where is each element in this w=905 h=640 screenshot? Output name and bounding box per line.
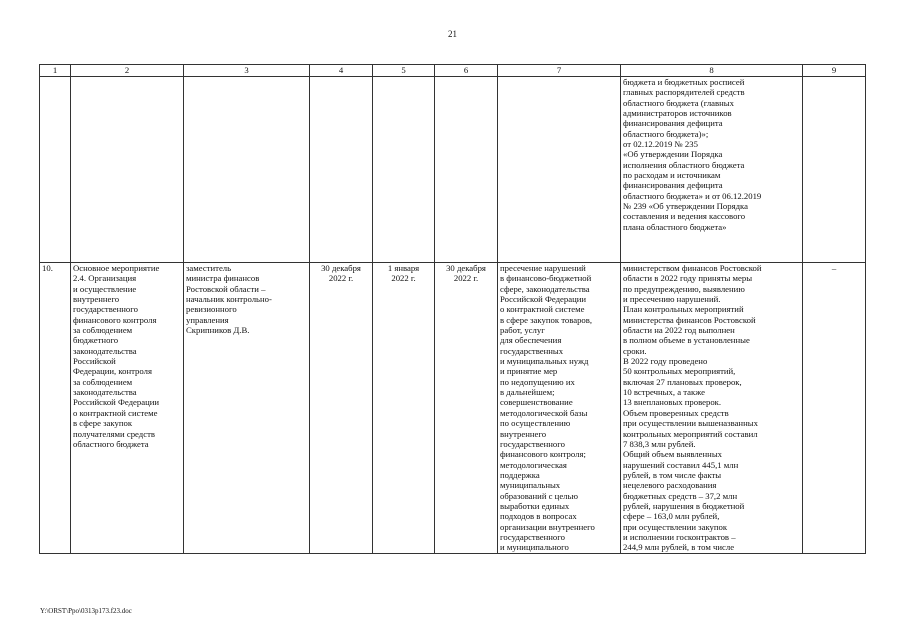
text-line: рублей, нарушения в бюджетной: [623, 500, 745, 511]
text-line: о контрактной системе: [73, 407, 158, 418]
text-line: 2.4. Организация: [73, 273, 137, 284]
text-line: нецелевого расходования: [623, 480, 717, 491]
empty-cell: [184, 77, 310, 263]
text-line: поддержка: [500, 469, 540, 480]
text-line: муниципальных: [500, 480, 561, 491]
text-line: и пресечению нарушений.: [623, 294, 721, 305]
text-line: «Об утверждении Порядка: [623, 149, 723, 160]
text-line: министерства финансов Ростовской: [623, 314, 756, 325]
text-line: Федерации, контроля: [73, 366, 152, 377]
text-line: ревизионного: [186, 304, 237, 315]
file-path-footer: Y:\ORST\Ppo\0313p173.f23.doc: [40, 607, 132, 615]
text-line: плана областного бюджета»: [623, 221, 727, 232]
text-line: внутреннего: [500, 428, 547, 439]
table-row-10: [40, 263, 866, 554]
text-line: сроки.: [623, 345, 647, 356]
page-number: 21: [448, 29, 457, 39]
text-line: министра финансов: [186, 273, 260, 284]
text-line: финансирования дефицита: [623, 118, 723, 129]
text-line: подходов в вопросах: [500, 511, 577, 522]
text-line: начальник контрольно-: [186, 294, 272, 305]
text-line: по осуществлению: [500, 418, 571, 429]
text-line: включая 27 плановых проверок,: [623, 376, 742, 387]
text-line: в финансово-бюджетной: [500, 273, 592, 284]
text-line: В 2022 году проведено: [623, 356, 708, 367]
header-cell-1: 1: [40, 65, 71, 77]
text-line: финансового контроля;: [500, 449, 586, 460]
text-line: составления и ведения кассового: [623, 211, 746, 222]
empty-cell: [40, 77, 71, 263]
text-line: бюджетного: [73, 335, 119, 346]
text-line: финансового контроля: [73, 314, 157, 325]
text-line: Российской Федерации: [500, 294, 587, 305]
empty-cell: [435, 77, 498, 263]
text-line: министерством финансов Ростовской: [623, 263, 762, 273]
text-line: администраторов источников: [623, 108, 732, 119]
text-line: по недопущению их: [500, 376, 575, 387]
text-line: при осуществлении закупок: [623, 521, 728, 532]
text-line: работ, услуг: [500, 325, 545, 336]
header-cell-3: 3: [184, 65, 310, 77]
text-line: сфере, законодательства: [500, 283, 590, 294]
text-line: 1 января: [387, 263, 420, 273]
text-line: 30 декабря: [446, 263, 486, 273]
text-line: бюджета и бюджетных росписей: [623, 77, 745, 87]
text-line: и принятие мер: [500, 366, 558, 377]
text-line: 30 декабря: [321, 263, 361, 273]
text-line: в полном объеме в установленные: [623, 335, 750, 346]
continuation-row: [40, 77, 866, 263]
text-line: 10 встречных, а также: [623, 387, 705, 398]
text-line: областного бюджета: [73, 438, 149, 449]
text-line: в сфере закупок: [73, 418, 133, 429]
text-line: финансирования дефицита: [623, 180, 723, 191]
text-line: управления: [186, 314, 229, 325]
text-line: рублей, в том числе факты: [623, 469, 722, 480]
header-cell-9: 9: [803, 65, 866, 77]
text-line: областного бюджета (главных: [623, 97, 734, 108]
text-line: Ростовской области –: [186, 283, 266, 294]
planned-end-date-cell: [310, 263, 373, 554]
header-cell-2: 2: [71, 65, 184, 77]
text-line: главных распорядителей средств: [623, 87, 745, 98]
empty-cell: [803, 77, 866, 263]
text-line: План контрольных мероприятий: [623, 304, 744, 315]
text-line: нарушений составил 445,1 млн: [623, 459, 739, 470]
notes-cell: –: [803, 263, 866, 554]
header-cell-5: 5: [373, 65, 435, 77]
text-line: внутреннего: [73, 294, 120, 305]
text-line: 13 внеплановых проверок.: [623, 397, 722, 408]
expected-result-cell: [498, 263, 621, 554]
text-line: области на 2022 год выполнен: [623, 325, 735, 336]
header-cell-7: 7: [498, 65, 621, 77]
empty-cell: [310, 77, 373, 263]
text-line: бюджетных средств – 37,2 млн: [623, 490, 738, 501]
text-line: получателями средств: [73, 428, 155, 439]
text-line: 2022 г.: [453, 273, 479, 284]
text-line: от 02.12.2019 № 235: [623, 139, 698, 150]
header-cell-6: 6: [435, 65, 498, 77]
text-line: для обеспечения: [500, 335, 562, 346]
text-line: о контрактной системе: [500, 304, 585, 315]
text-line: методологической базы: [500, 407, 588, 418]
row-number-cell: 10.: [40, 263, 71, 554]
text-line: государственного: [500, 531, 565, 542]
actual-end-date-cell: [435, 263, 498, 554]
actual-result-cell: [621, 263, 803, 554]
text-line: Российской: [73, 356, 116, 367]
text-line: по предупреждению, выявлению: [623, 283, 745, 294]
empty-cell: [373, 77, 435, 263]
report-table: [39, 64, 866, 554]
actual-start-date-cell: [373, 263, 435, 554]
text-line: Основное мероприятие: [73, 263, 160, 273]
text-line: методологическая: [500, 459, 567, 470]
text-line: Объем проверенных средств: [623, 407, 729, 418]
text-line: законодательства: [73, 345, 137, 356]
text-line: контрольных мероприятий составил: [623, 428, 758, 439]
event-name-cell: [71, 263, 184, 554]
text-line: по расходам и источникам: [623, 170, 721, 181]
text-line: и исполнении госконтрактов –: [623, 531, 736, 542]
text-line: и муниципального: [500, 542, 569, 553]
text-line: выработки единых: [500, 500, 570, 511]
text-line: 7 838,3 млн рублей.: [623, 438, 696, 449]
text-line: областного бюджета)»;: [623, 128, 709, 139]
text-line: Скрипников Д.В.: [186, 325, 250, 336]
text-line: законодательства: [73, 387, 137, 398]
text-line: за соблюдением: [73, 325, 133, 336]
text-line: и муниципальных нужд: [500, 356, 589, 367]
text-line: организации внутреннего: [500, 521, 595, 532]
text-line: сфере – 163,0 млн рублей,: [623, 511, 720, 522]
text-line: 2022 г.: [328, 273, 354, 284]
text-line: Российской Федерации: [73, 397, 160, 408]
text-line: 50 контрольных мероприятий,: [623, 366, 736, 377]
text-line: исполнения областного бюджета: [623, 159, 745, 170]
text-line: пресечение нарушений: [500, 263, 586, 273]
text-line: Общий объем выявленных: [623, 449, 723, 460]
text-line: совершенствование: [500, 397, 573, 408]
text-line: государственного: [500, 438, 565, 449]
text-line: области в 2022 году приняты меры: [623, 273, 753, 284]
text-line: за соблюдением: [73, 376, 133, 387]
text-line: областного бюджета» и от 06.12.2019: [623, 190, 762, 201]
column-number-row: [40, 65, 866, 77]
empty-cell: [71, 77, 184, 263]
responsible-person-cell: [184, 263, 310, 554]
text-line: при осуществлении вышеназванных: [623, 418, 758, 429]
text-line: и осуществление: [73, 283, 137, 294]
header-cell-8: 8: [621, 65, 803, 77]
header-cell-4: 4: [310, 65, 373, 77]
text-line: государственного: [73, 304, 138, 315]
empty-cell: [498, 77, 621, 263]
text-line: заместитель: [186, 263, 232, 273]
text-line: № 239 «Об утверждении Порядка: [623, 201, 748, 212]
results-continuation-cell: [621, 77, 803, 263]
text-line: 2022 г.: [391, 273, 416, 284]
text-line: государственных: [500, 345, 564, 356]
text-line: в дальнейшем;: [500, 387, 555, 398]
text-line: 244,9 млн рублей, в том числе: [623, 542, 735, 553]
text-line: образований с целью: [500, 490, 578, 501]
text-line: в сфере закупок товаров,: [500, 314, 593, 325]
